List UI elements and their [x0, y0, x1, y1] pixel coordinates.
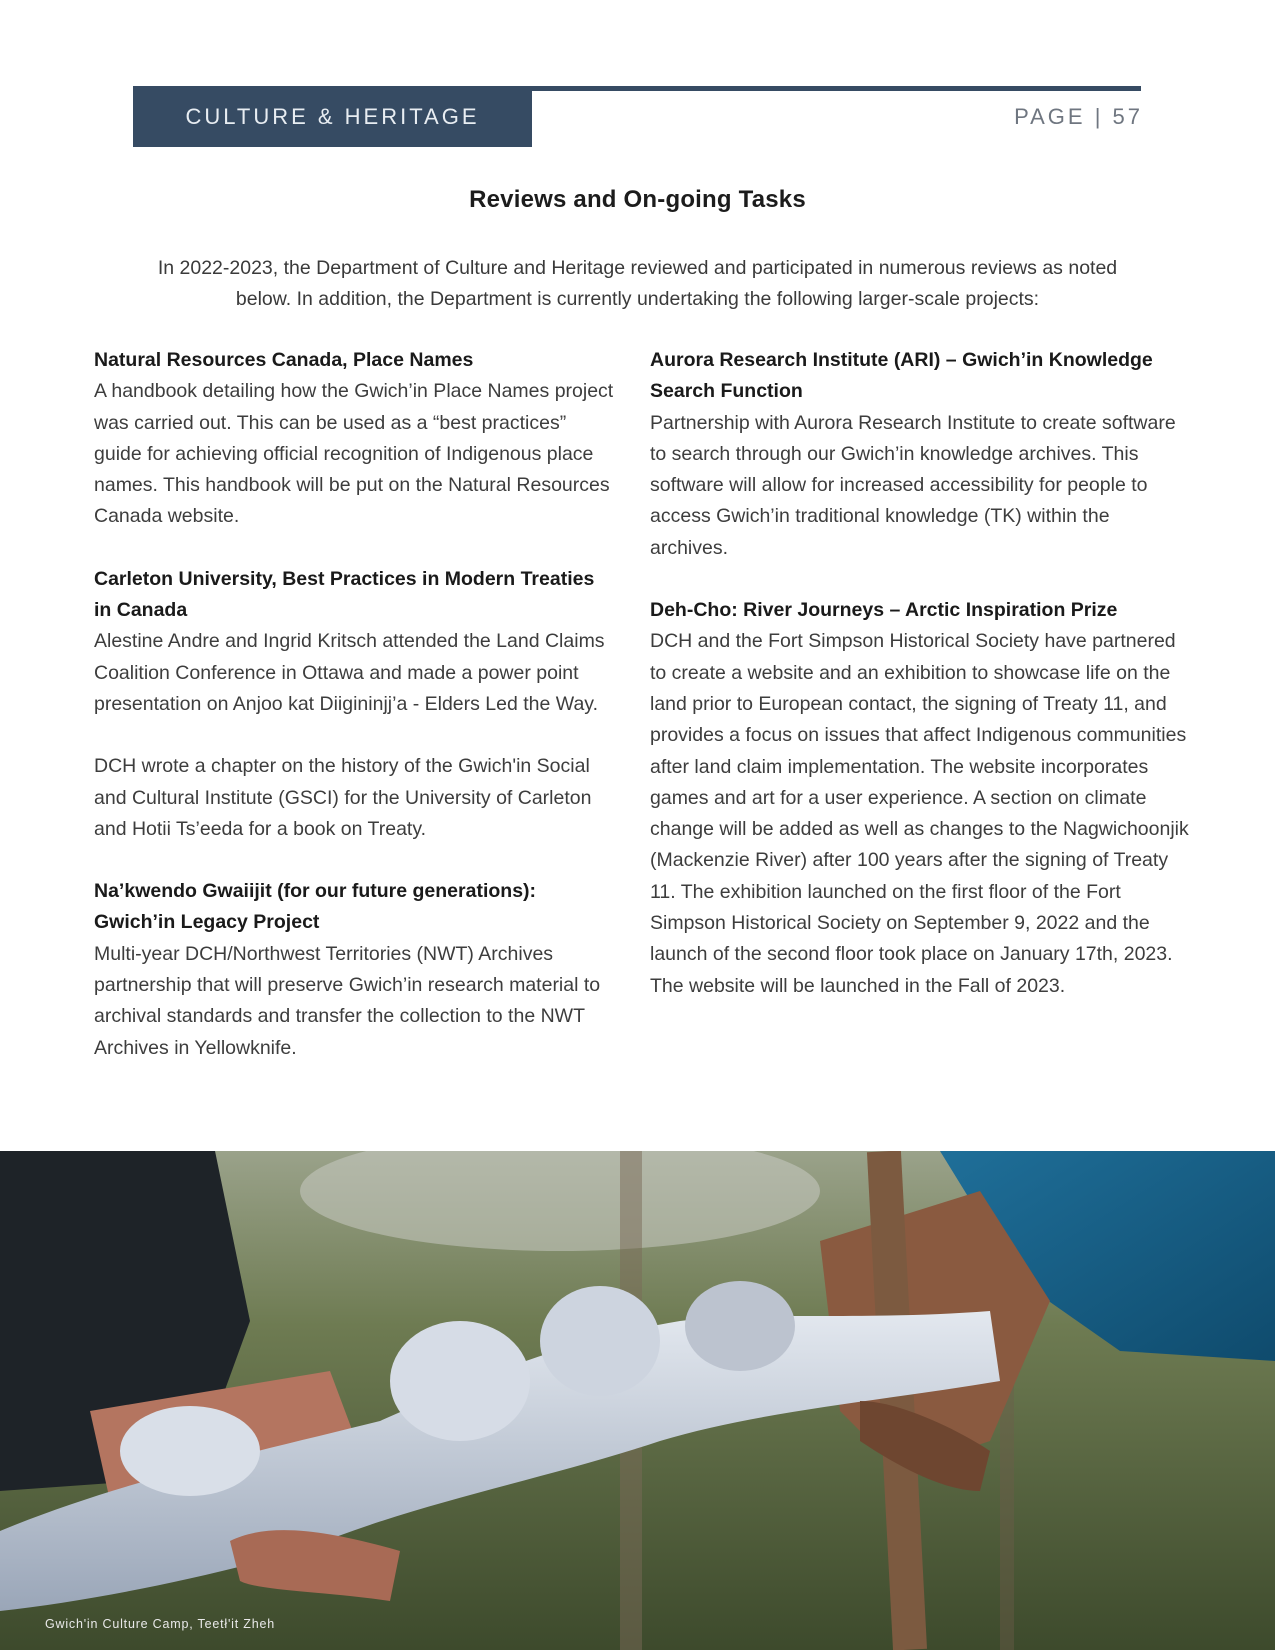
section-title: Aurora Research Institute (ARI) – Gwich’in Knowledge Search Function — [650, 349, 1153, 403]
section-body: Partnership with Aurora Research Institute to create software to search through our Gwich’in knowledge archives. This software will allow for increased accessibility for people to access Gwich’in traditional knowledge (TK) within the archives. — [650, 411, 1176, 559]
section-title: Deh-Cho: River Journeys – Arctic Inspiration Prize — [650, 599, 1118, 622]
section-deh-cho — [650, 595, 1190, 1002]
section-gsci-chapter — [94, 751, 614, 845]
right-column — [650, 345, 1190, 1033]
page-title: Reviews and On-going Tasks — [469, 186, 806, 213]
section-title: Natural Resources Canada, Place Names — [94, 349, 474, 371]
section-title: Carleton University, Best Practices in Modern Treaties in Canada — [94, 567, 595, 622]
section-body: Alestine Andre and Ingrid Kritsch attended the Land Claims Coalition Conference in Ottawa and made a power point presentation on Anjoo kat Diigininjj’a - Elders Led the Way. — [94, 630, 605, 715]
photo-caption: Gwich'in Culture Camp, Teetł'it Zheh — [45, 1617, 275, 1631]
section-place-names — [94, 345, 614, 533]
section-title: Na’kwendo Gwaiijit (for our future generations): Gwich’in Legacy Project — [94, 880, 537, 934]
section-header-box — [133, 86, 532, 147]
section-body: Multi-year DCH/Northwest Territories (NWT) Archives partnership that will preserve Gwich’in research material to archival standards and transfer the collection to the NWT Archives in Yellowknife. — [94, 942, 601, 1059]
photo-illustration — [0, 1151, 1275, 1650]
section-body: DCH and the Fort Simpson Historical Society have partnered to create a website and an exhibition to showcase life on the land prior to European contact, the signing of Treaty 11, and provides a focus on issues that affect Indigenous communities after land claim implementation. The website incorporates games and art for a user experience. A section on climate change will be added as well as changes to the Nagwichoonjik (Mackenzie River) after 100 years after the signing of Treaty 11. The exhibition launched on the first floor of the Fort Simpson Historical Society on September 9, 2022 and the launch of the second floor took place on January 17th, 2023. The website will be launched in the Fall of 2023. — [650, 630, 1189, 997]
section-aurora — [650, 345, 1190, 564]
section-body: DCH wrote a chapter on the history of the Gwich'in Social and Cultural Institute (GSCI) for the University of Carleton and Hotii Ts’eeda for a book on Treaty. — [94, 755, 592, 840]
section-carleton — [94, 564, 614, 720]
section-body: A handbook detailing how the Gwich’in Place Names project was carried out. This can be used as a “best practices” guide for achieving official recognition of Indigenous place names. This handbook will be put on the Natural Resources Canada website. — [94, 380, 614, 528]
culture-camp-photo — [0, 1151, 1275, 1650]
section-legacy-project — [94, 876, 614, 1064]
section-label: CULTURE & HERITAGE — [185, 103, 480, 129]
page-number: PAGE | 57 — [1014, 104, 1143, 129]
intro-paragraph: In 2022-2023, the Department of Culture and Heritage reviewed and participated in numerous reviews as noted below. In addition, the Department is currently undertaking the following larger-scale projects: — [157, 257, 1118, 310]
left-column — [94, 345, 614, 1095]
